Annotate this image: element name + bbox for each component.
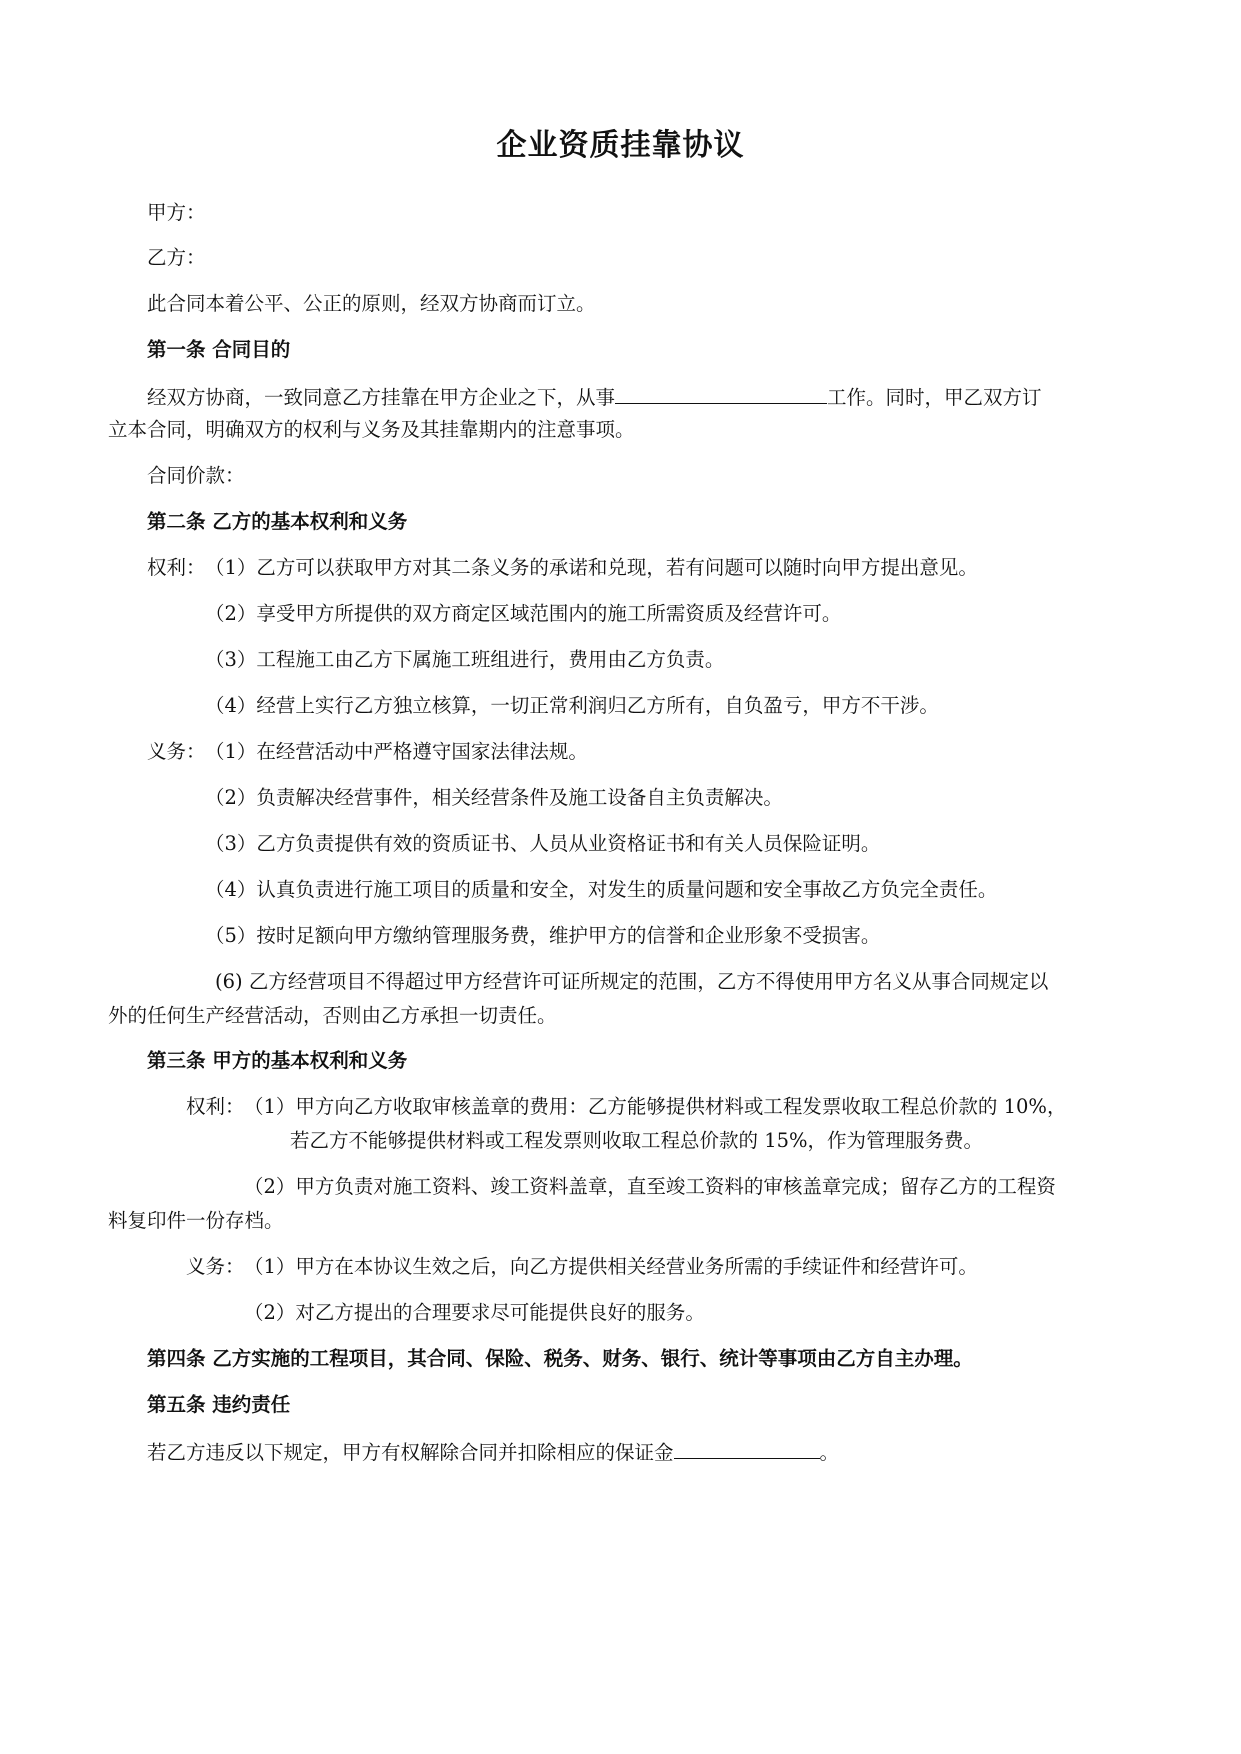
- article1-text-end: 工作。同时，甲乙双方订: [827, 386, 1042, 409]
- article2-duty-item: （3）乙方负责提供有效的资质证书、人员从业资格证书和有关人员保险证明。: [205, 832, 881, 855]
- article1-text-start: 经双方协商，一致同意乙方挂靠在甲方企业之下，从事: [147, 386, 616, 409]
- document-title: 企业资质挂靠协议: [496, 128, 745, 163]
- article3-duty-item: （2）对乙方提出的合理要求尽可能提供良好的服务。: [244, 1301, 705, 1324]
- article5-text-start: 若乙方违反以下规定，甲方有权解除合同并扣除相应的保证金: [147, 1441, 674, 1464]
- party-b-label: 乙方：: [147, 246, 206, 269]
- article2-duty-item: （5）按时足额向甲方缴纳管理服务费，维护甲方的信誉和企业形象不受损害。: [205, 924, 881, 947]
- article5-heading: 第五条 违约责任: [147, 1393, 291, 1416]
- article2-duty-item: （4）认真负责进行施工项目的质量和安全，对发生的质量问题和安全事故乙方负完全责任。: [205, 878, 998, 901]
- article2-right-item: （2）享受甲方所提供的双方商定区域范围内的施工所需资质及经营许可。: [205, 602, 842, 625]
- contract-price-label: 合同价款：: [147, 464, 245, 487]
- article3-right1-line2: 若乙方不能够提供材料或工程发票则收取工程总价款的 15%，作为管理服务费。: [290, 1129, 984, 1152]
- article2-duty6-line2: 外的任何生产经营活动，否则由乙方承担一切责任。: [108, 1004, 557, 1027]
- party-a-label: 甲方：: [147, 201, 206, 224]
- article2-duty-item: （2）负责解决经营事件，相关经营条件及施工设备自主负责解决。: [205, 786, 783, 809]
- article3-heading: 第三条 甲方的基本权利和义务: [147, 1049, 408, 1072]
- work-scope-blank: [615, 383, 827, 404]
- article3-duty-item: （1）甲方在本协议生效之后，向乙方提供相关经营业务所需的手续证件和经营许可。: [244, 1255, 978, 1278]
- article2-heading: 第二条 乙方的基本权利和义务: [147, 510, 408, 533]
- article1-paragraph-line2: 立本合同，明确双方的权利与义务及其挂靠期内的注意事项。: [108, 418, 635, 441]
- article5-text-end: 。: [819, 1441, 840, 1464]
- intro-paragraph: 此合同本着公平、公正的原则，经双方协商而订立。: [147, 292, 596, 315]
- article3-rights-label: 权利：: [186, 1095, 245, 1118]
- article1-heading: 第一条 合同目的: [147, 338, 291, 361]
- article3-right2-line1: （2）甲方负责对施工资料、竣工资料盖章，直至竣工资料的审核盖章完成；留存乙方的工程资: [244, 1175, 1056, 1198]
- article2-right-item: （3）工程施工由乙方下属施工班组进行，费用由乙方负责。: [205, 648, 725, 671]
- article5-paragraph: [147, 1438, 839, 1466]
- article2-duties-label: 义务：: [147, 740, 206, 763]
- article3-right2-line2: 料复印件一份存档。: [108, 1209, 284, 1232]
- article2-duty6-line1: (6) 乙方经营项目不得超过甲方经营许可证所规定的范围，乙方不得使用甲方名义从事合同规定以: [215, 970, 1049, 993]
- article2-duty-item: （1）在经营活动中严格遵守国家法律法规。: [205, 740, 588, 763]
- deposit-amount-blank: [674, 1438, 820, 1459]
- article2-right-item: （1）乙方可以获取甲方对其二条义务的承诺和兑现，若有问题可以随时向甲方提出意见。: [205, 556, 978, 579]
- article1-paragraph-line1: [147, 383, 1042, 411]
- article2-right-item: （4）经营上实行乙方独立核算，一切正常利润归乙方所有，自负盈亏，甲方不干涉。: [205, 694, 939, 717]
- article4-paragraph: 第四条 乙方实施的工程项目，其合同、保险、税务、财务、银行、统计等事项由乙方自主办理。: [147, 1347, 973, 1370]
- article3-duties-label: 义务：: [186, 1255, 245, 1278]
- article3-right1-line1: （1）甲方向乙方收取审核盖章的费用：乙方能够提供材料或工程发票收取工程总价款的 10%，: [244, 1095, 1067, 1118]
- article2-rights-label: 权利：: [147, 556, 206, 579]
